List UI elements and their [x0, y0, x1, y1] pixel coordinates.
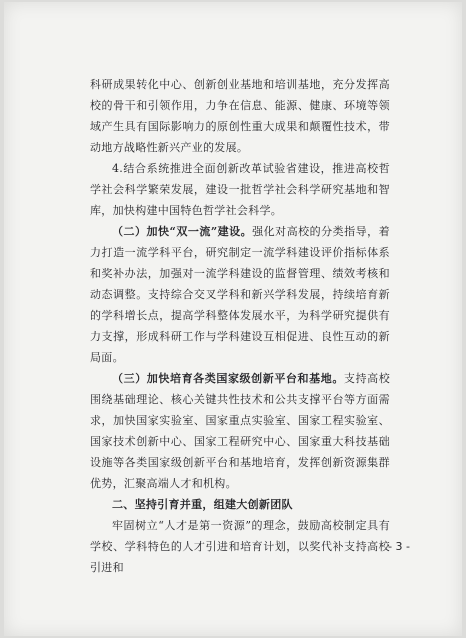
paragraph-3	[90, 221, 390, 368]
paragraph-4-heading: （三）加快培育各类国家级创新平台和基地。	[112, 372, 344, 385]
paragraph-1-text: 科研成果转化中心、创新创业基地和培训基地，充分发挥高校的骨干和引领作用，力争在信息、能源、健康、环境等领域产生具有国际影响力的原创性重大成果和颠覆性技术，带动地方战略性新兴产业的发展。	[90, 78, 390, 154]
section-heading	[90, 494, 390, 515]
paragraph-3-text: 强化对高校的分类指导，着力打造一流学科平台，研究制定一流学科建设评价指标体系和奖补办法，加强对一流学科建设的监督管理、绩效考核和动态调整。支持综合交叉学科和新兴学科发展，持续培育新的学科增长点，提高学科整体发展水平，为科学研究提供有力支撑，形成科研工作与学科建设互相促进、良性互动的新局面。	[90, 225, 390, 364]
paragraph-4	[90, 368, 390, 494]
paragraph-3-heading: （二）加快“双一流”建设。	[112, 225, 253, 238]
paragraph-2-text: 4.结合系统推进全面创新改革试验省建设，推进高校哲学社会科学繁荣发展，建设一批哲学社会科学研究基地和智库，加快构建中国特色哲学社会科学。	[90, 162, 390, 217]
document-page	[4, 2, 462, 636]
paragraph-2	[90, 158, 390, 221]
paragraph-4-text: 支持高校围绕基础理论、核心关键共性技术和公共支撑平台等方面需求，加快国家实验室、国家重点实验室、国家工程实验室、国家技术创新中心、国家工程研究中心、国家重大科技基础设施等各类国家级创新平台和基地培育，发挥创新资源集群优势，汇聚高端人才和机构。	[90, 372, 391, 490]
document-body	[90, 74, 390, 578]
page-number: - 3 -	[388, 540, 410, 553]
section-heading-text: 二、坚持引育并重，组建大创新团队	[112, 498, 293, 511]
paragraph-1	[90, 74, 390, 158]
paragraph-6-text: 牢固树立“人才是第一资源”的理念，鼓励高校制定具有学校、学科特色的人才引进和培育计划，以奖代补支持高校引进和	[90, 519, 390, 574]
